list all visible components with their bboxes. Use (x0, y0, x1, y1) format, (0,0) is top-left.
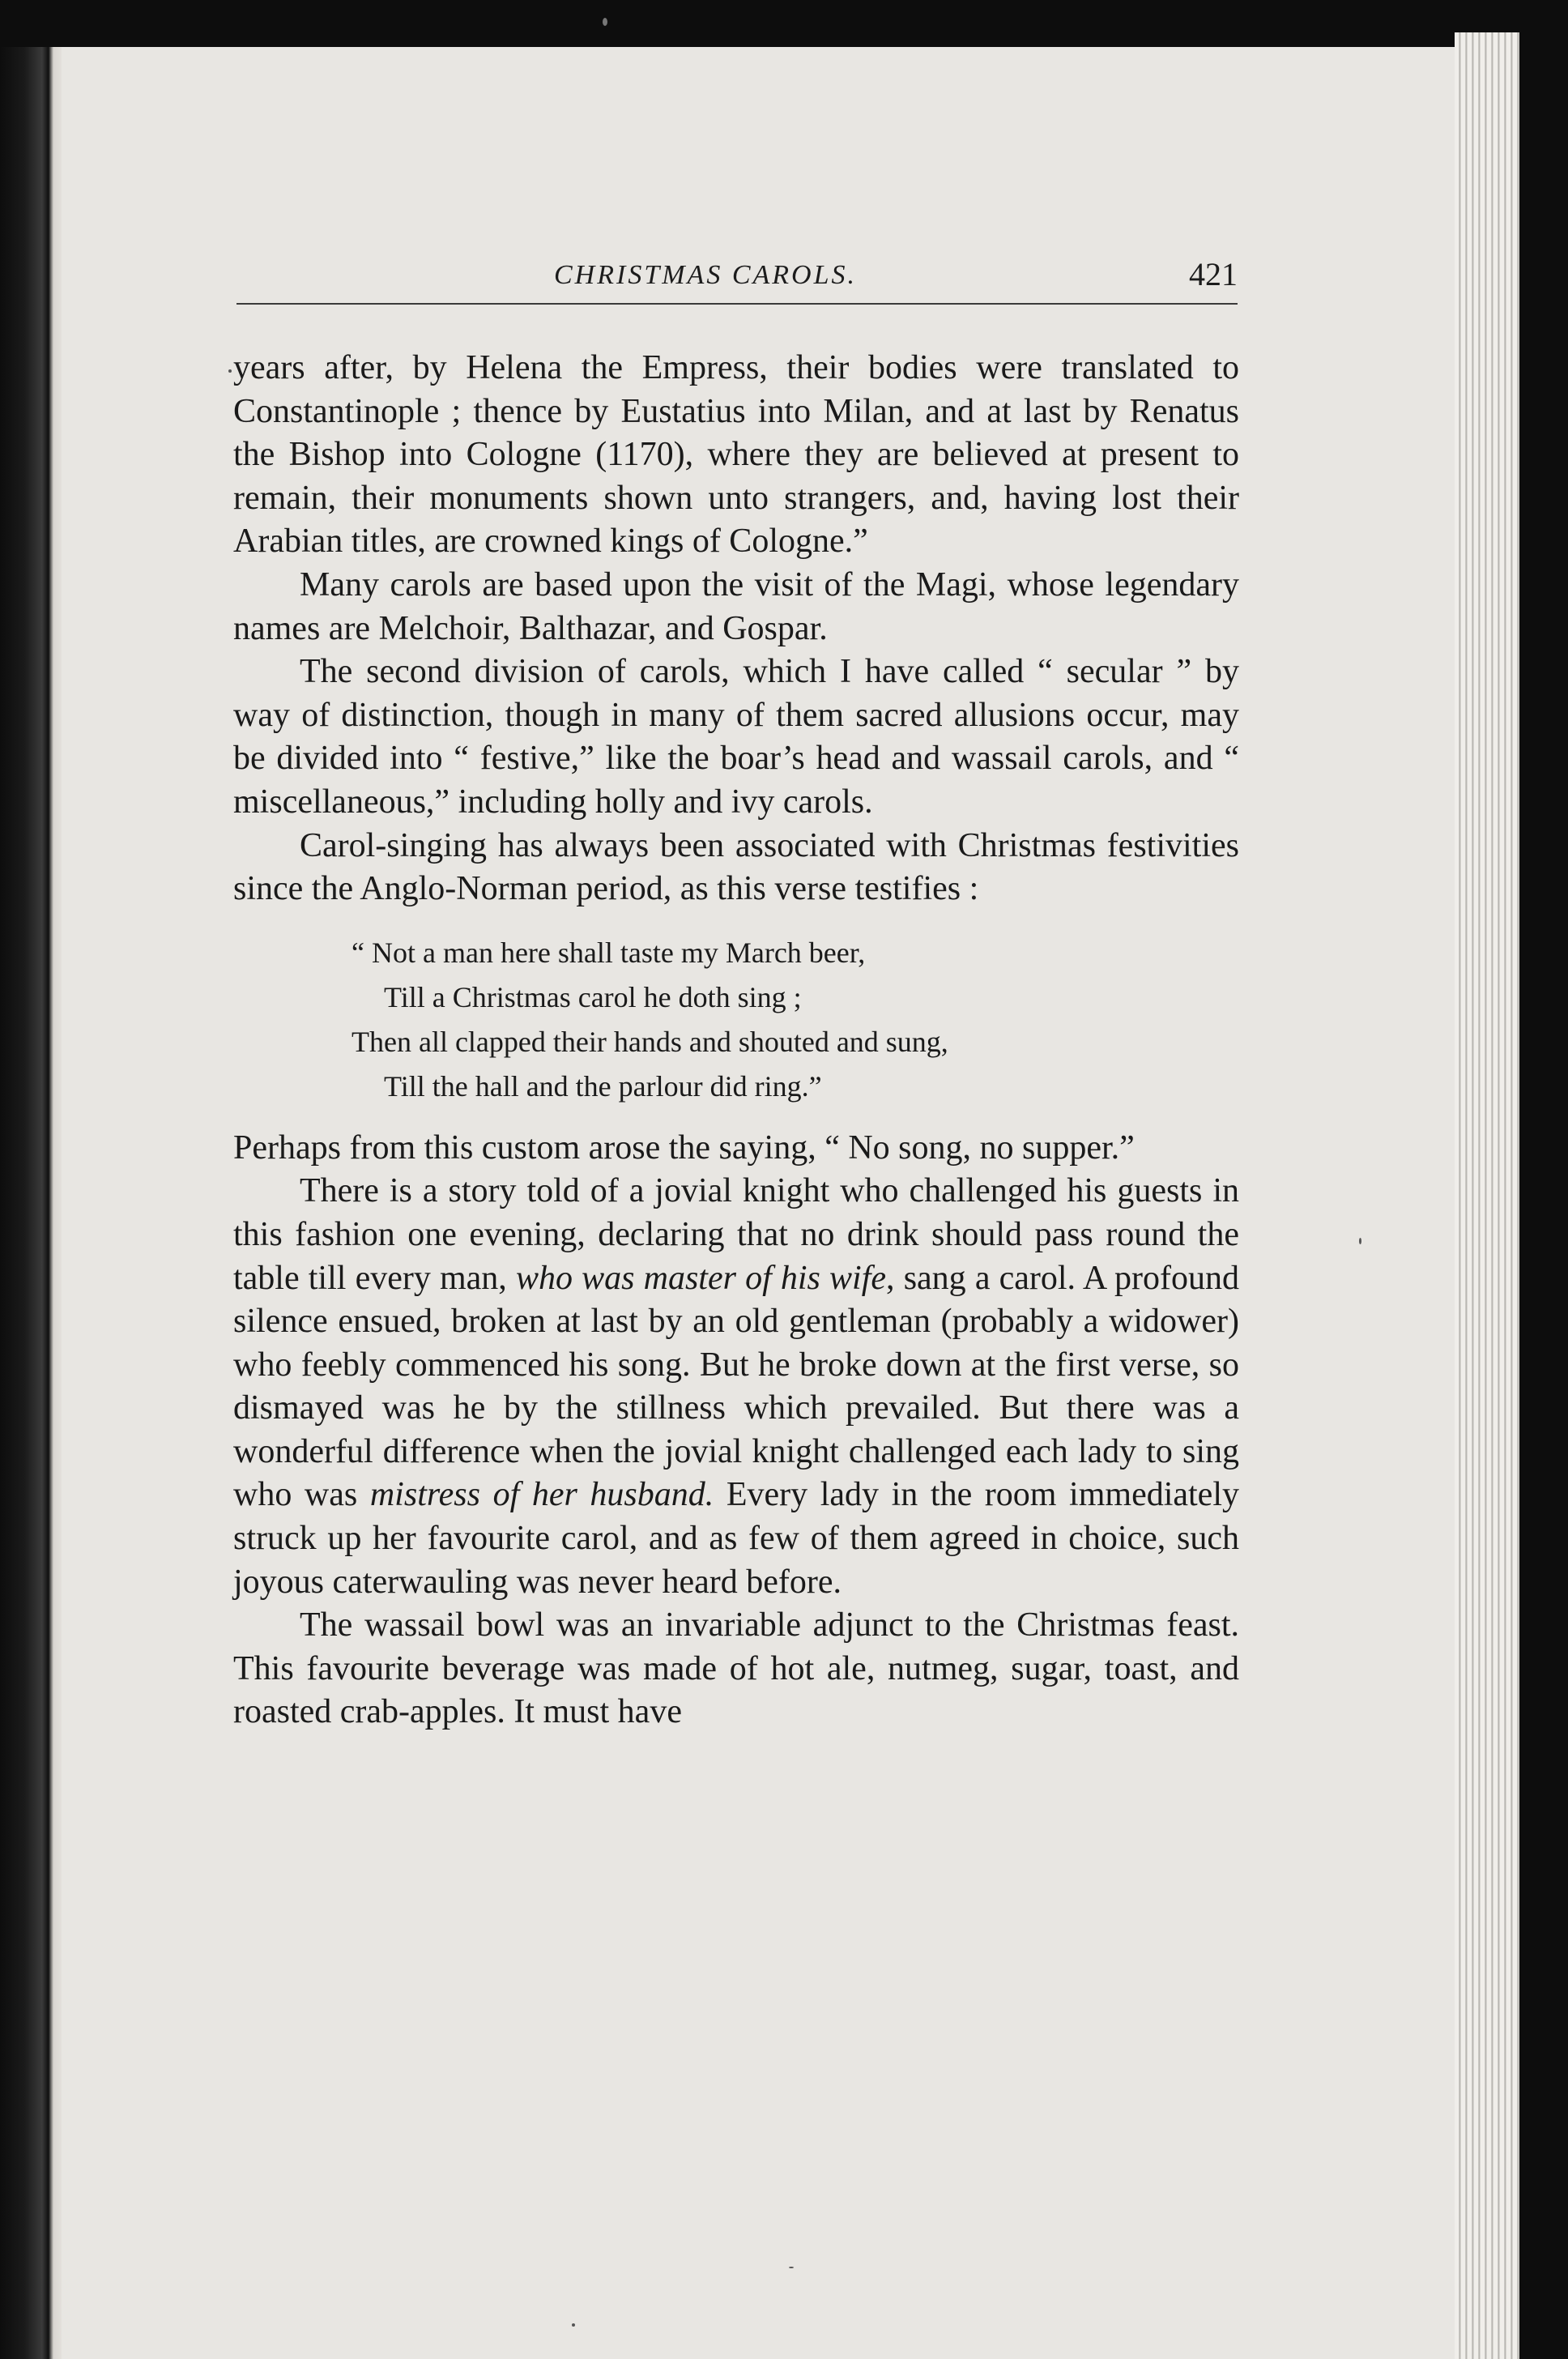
paragraph-6-italic-phrase-2: mistress of her husband. (369, 1476, 714, 1514)
book-gutter-shadow (0, 47, 62, 2359)
paragraph-3: The second division of carols, which I have called “ secular ” by way of distinction, though in many of them sacred allusions occur, may be divided into “ festive,” like the boar’s head and wassail carols, and “ miscellaneous,” including holly and ivy carols. (233, 653, 1239, 821)
scan-background-right (1519, 0, 1568, 2359)
paragraph-7: The wassail bowl was an invariable adjunct to the Christmas feast. This favourite beverage was made of hot ale, nutmeg, sugar, toast, and roasted crab-apples. It must have (233, 1606, 1239, 1731)
body-text (233, 347, 1239, 1734)
paragraph-6-part-2: , sang a carol. A profound silence ensued, broken at last by an old gentleman (probably a widower) who feebly commenced his song. But he broke down at the first verse, so dismayed was he by the stillness which prevailed. But there was a wonderful difference when the jovial knight challenged each lady to sing who was (233, 1259, 1239, 1514)
verse-line-1: “ Not a man here shall taste my March beer, (352, 936, 866, 969)
running-head (236, 255, 1238, 304)
running-head-title: CHRISTMAS CAROLS. (554, 260, 857, 290)
paragraph-6 (233, 1170, 1239, 1604)
scan-speck (228, 369, 232, 373)
paragraph-4: Carol-singing has always been associated with Christmas festivities since the Anglo-Norman period, as this verse testifies : (233, 826, 1239, 908)
verse-line-3: Then all clapped their hands and shouted and sung, (352, 1025, 948, 1058)
scan-speck (572, 2323, 575, 2327)
page-number: 421 (1189, 256, 1238, 292)
paragraph-5: Perhaps from this custom arose the saying, “ No song, no supper.” (233, 1128, 1135, 1167)
scan-speck (1359, 1238, 1361, 1244)
header-rule (236, 303, 1238, 305)
paragraph-6-italic-phrase-1: who was master of his wife (515, 1259, 887, 1297)
page-edges-stack (1455, 32, 1519, 2359)
paragraph-6-part-3: Every lady in the room immediately struck up her favourite carol, and as few of them agreed in choice, such joyous caterwauling was never heard before. (233, 1476, 1239, 1601)
paragraph-1: years after, by Helena the Empress, their bodies were translated to Constantinople ; thence by Eustatius into Milan, and at last by Renatus the Bishop into Cologne (1170), where they are believed at present to remain, their monuments shown unto strangers, and, having lost their Arabian titles, are crowned kings of Cologne.” (233, 349, 1239, 561)
paragraph-6-part-1: There is a story told of a jovial knight who challenged his guests in this fashion one evening, declaring that no drink should pass round the table till every man, (233, 1172, 1239, 1297)
scan-speck (789, 2267, 794, 2268)
scan-speck (603, 18, 607, 26)
verse-line-2: Till a Christmas carol he doth sing ; (384, 980, 802, 1013)
paragraph-2: Many carols are based upon the visit of the Magi, whose legendary names are Melchoir, Balthazar, and Gospar. (233, 565, 1239, 647)
verse-line-4: Till the hall and the parlour did ring.” (384, 1069, 822, 1103)
verse-quote (352, 931, 1239, 1109)
